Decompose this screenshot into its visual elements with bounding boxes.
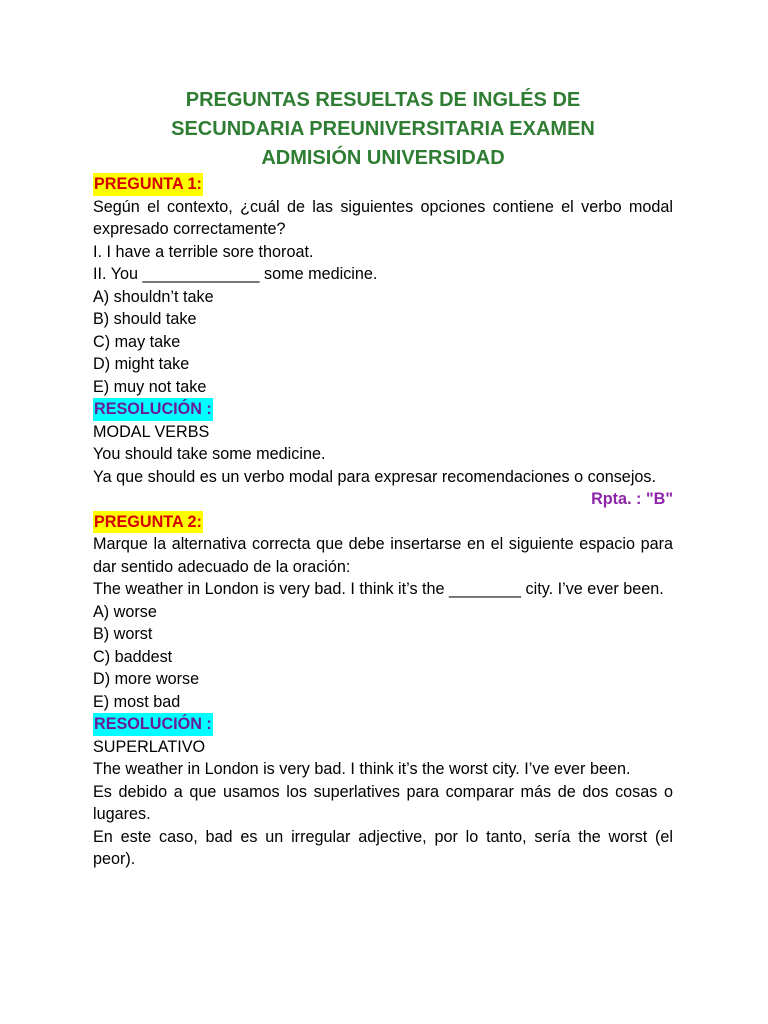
question-2 bbox=[93, 511, 673, 871]
question-2-option-e: E) most bad bbox=[93, 692, 181, 711]
question-2-option-d: D) more worse bbox=[93, 670, 200, 688]
title-line-2: SECUNDARIA PREUNIVERSITARIA EXAMEN bbox=[171, 118, 595, 140]
question-1-label: PREGUNTA 1: bbox=[93, 173, 203, 196]
resolution-1-label: RESOLUCIÓN : bbox=[93, 398, 213, 421]
resolution-2-explanation-1: Es debido a que usamos los superlatives para comparar más de dos cosas o lugares. bbox=[93, 782, 673, 823]
answer-1: Rpta. : "B" bbox=[591, 490, 673, 508]
resolution-2-sentence: The weather in London is very bad. I think it’s the worst city. I’ve ever been. bbox=[93, 760, 631, 778]
resolution-1-explanation: Ya que should es un verbo modal para expresar recomendaciones o consejos. bbox=[93, 467, 657, 486]
question-2-option-a: A) worse bbox=[93, 602, 157, 621]
question-1-line-2: II. You _____________ some medicine. bbox=[93, 265, 378, 283]
question-2-sentence: The weather in London is very bad. I think it’s the ________ city. I’ve ever been. bbox=[93, 580, 664, 598]
document-title bbox=[93, 86, 673, 173]
question-2-stem: Marque la alternativa correcta que debe insertarse en el siguiente espacio para dar sentido adecuado de la oración: bbox=[93, 535, 673, 576]
resolution-1-line-2: You should take some medicine. bbox=[93, 445, 326, 463]
question-1-option-c: C) may take bbox=[93, 332, 181, 351]
resolution-2-heading: SUPERLATIVO bbox=[93, 737, 206, 756]
question-2-option-c: C) baddest bbox=[93, 647, 173, 666]
question-1-option-d: D) might take bbox=[93, 355, 190, 373]
resolution-1-line-1: MODAL VERBS bbox=[93, 422, 210, 441]
question-1-option-b: B) should take bbox=[93, 310, 197, 328]
resolution-2-label: RESOLUCIÓN : bbox=[93, 713, 213, 736]
resolution-2-explanation-2: En este caso, bad es un irregular adjective, por lo tanto, sería the worst (el peor). bbox=[93, 827, 673, 868]
question-2-option-b: B) worst bbox=[93, 625, 153, 643]
question-1 bbox=[93, 173, 673, 511]
title-line-3: ADMISIÓN UNIVERSIDAD bbox=[261, 147, 505, 169]
question-1-option-e: E) muy not take bbox=[93, 377, 207, 396]
title-line-1: PREGUNTAS RESUELTAS DE INGLÉS DE bbox=[185, 89, 581, 111]
question-1-option-a: A) shouldn’t take bbox=[93, 287, 214, 306]
question-1-line-1: I. I have a terrible sore thoroat. bbox=[93, 242, 314, 261]
question-2-label: PREGUNTA 2: bbox=[93, 511, 203, 534]
question-1-stem: Según el contexto, ¿cuál de las siguientes opciones contiene el verbo modal expresado correctamente? bbox=[93, 197, 673, 238]
document-page bbox=[93, 86, 673, 871]
